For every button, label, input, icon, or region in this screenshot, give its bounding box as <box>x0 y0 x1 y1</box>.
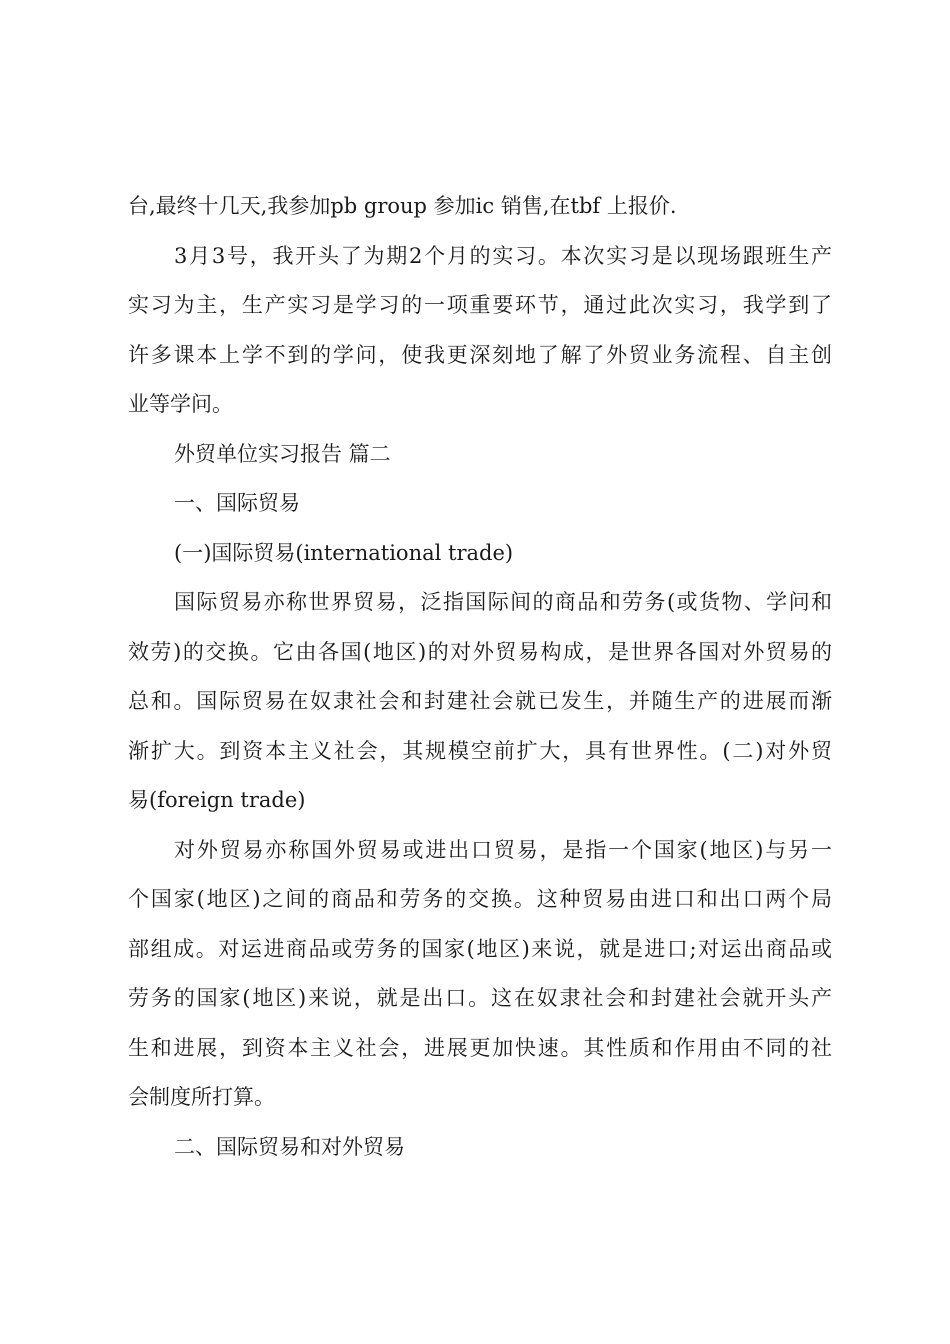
text-line: 易(foreign trade) <box>128 788 306 812</box>
heading-international-trade <box>128 479 832 529</box>
subheading-international-trade <box>128 529 832 579</box>
paragraph-international-trade <box>128 578 832 826</box>
paragraph-internship-intro <box>128 232 832 430</box>
text-line: 二、国际贸易和对外贸易 <box>174 1134 405 1159</box>
text-line: 3月3号，我开头了为期2个月的实习。本次实习是以现场跟班生产 <box>174 243 832 268</box>
section-title <box>128 430 832 480</box>
text-line: 渐扩大。到资本主义社会，其规模空前扩大，具有世界性。(二)对外贸 <box>128 738 832 763</box>
document-page <box>128 182 832 1172</box>
text-line: 实习为主，生产实习是学习的一项重要环节，通过此次实习，我学到了 <box>128 293 832 317</box>
heading-international-and-foreign-trade <box>128 1123 832 1173</box>
text-line: 劳务的国家(地区)来说，就是出口。这在奴隶社会和封建社会就开头产 <box>128 986 832 1010</box>
text-line: (一)国际贸易(international trade) <box>174 540 514 565</box>
text-line: 外贸单位实习报告 篇二 <box>174 441 391 466</box>
text-line: 部组成。对运进商品或劳务的国家(地区)来说，就是进口;对运出商品或 <box>128 936 832 961</box>
text-line: 生和进展，到资本主义社会，进展更加快速。其性质和作用由不同的社 <box>128 1035 832 1060</box>
text-line: 对外贸易亦称国外贸易或进出口贸易，是指一个国家(地区)与另一 <box>174 837 832 862</box>
text-line: 效劳)的交换。它由各国(地区)的对外贸易构成，是世界各国对外贸易的 <box>128 639 832 664</box>
paragraph-foreign-trade <box>128 826 832 1123</box>
paragraph-continuation <box>128 182 832 232</box>
text-line: 台,最终十几天,我参加pb group 参加ic 销售,在tbf 上报价. <box>128 194 677 218</box>
text-line: 业等学问。 <box>128 392 233 416</box>
text-line: 总和。国际贸易在奴隶社会和封建社会就已发生，并随生产的进展而渐 <box>128 689 832 713</box>
text-line: 个国家(地区)之间的商品和劳务的交换。这种贸易由进口和出口两个局 <box>128 887 832 911</box>
text-line: 会制度所打算。 <box>128 1085 275 1109</box>
text-line: 国际贸易亦称世界贸易，泛指国际间的商品和劳务(或货物、学问和 <box>174 590 832 614</box>
text-line: 一、国际贸易 <box>174 491 300 515</box>
text-line: 许多课本上学不到的学问，使我更深刻地了解了外贸业务流程、自主创 <box>128 342 832 367</box>
